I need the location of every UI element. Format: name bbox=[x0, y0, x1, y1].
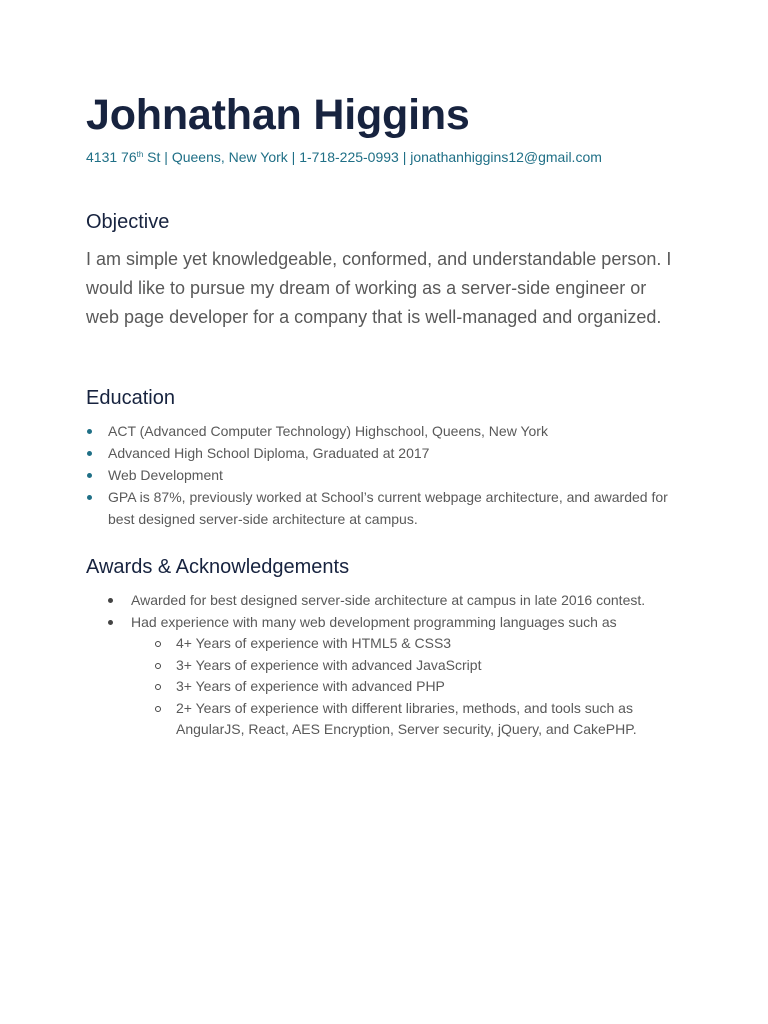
skills-subitem-text: 2+ Years of experience with different libraries, methods, and tools such as AngularJS, React, AES Encryption, Server security, jQuery, and CakePHP. bbox=[176, 699, 637, 737]
education-item-text: Advanced High School Diploma, Graduated at 2017 bbox=[108, 445, 430, 461]
awards-item bbox=[86, 590, 676, 612]
applicant-name: Johnathan Higgins bbox=[86, 91, 470, 139]
awards-item-text: Awarded for best designed server-side architecture at campus in late 2016 contest. bbox=[131, 592, 646, 608]
objective-heading: Objective bbox=[86, 211, 170, 233]
education-item bbox=[86, 486, 676, 530]
contact-line bbox=[86, 148, 602, 166]
education-item-text: GPA is 87%, previously worked at School’s current webpage architecture, and awarded for best designed server-side architecture at campus. bbox=[108, 489, 668, 527]
hollow-bullet-icon bbox=[155, 663, 161, 669]
bullet-icon bbox=[87, 429, 92, 434]
bullet-icon bbox=[87, 495, 92, 500]
awards-item bbox=[86, 612, 676, 741]
education-item bbox=[86, 464, 676, 486]
bullet-icon bbox=[108, 620, 113, 625]
skills-subitem-text: 3+ Years of experience with advanced JavaScript bbox=[176, 656, 482, 673]
bullet-icon bbox=[87, 451, 92, 456]
skills-subitem-text: 4+ Years of experience with HTML5 & CSS3 bbox=[176, 635, 452, 651]
bullet-icon bbox=[87, 473, 92, 478]
skills-subitem-text: 3+ Years of experience with advanced PHP bbox=[176, 678, 445, 694]
hollow-bullet-icon bbox=[155, 684, 161, 690]
contact-street-suffix: th bbox=[136, 150, 144, 159]
contact-details: St | Queens, New York | 1-718-225-0993 | jonathanhiggins12@gmail.com bbox=[143, 149, 602, 165]
skills-subitem bbox=[131, 633, 676, 655]
awards-list bbox=[86, 590, 676, 741]
hollow-bullet-icon bbox=[155, 641, 161, 647]
awards-heading: Awards & Acknowledgements bbox=[86, 556, 350, 578]
awards-item-text: Had experience with many web development programming languages such as bbox=[131, 613, 617, 630]
objective-text: I am simple yet knowledgeable, conformed, and understandable person. I would like to pursue my dream of working as a server-side engineer or web page developer for a company that is well-managed and organized. bbox=[86, 249, 672, 327]
skills-sublist bbox=[131, 633, 676, 741]
education-item-text: Web Development bbox=[108, 467, 223, 483]
education-item bbox=[86, 420, 676, 442]
education-item bbox=[86, 442, 676, 464]
skills-subitem bbox=[131, 698, 676, 741]
contact-street-number: 4131 76 bbox=[86, 149, 137, 165]
bullet-icon bbox=[108, 598, 113, 603]
skills-subitem bbox=[131, 676, 676, 698]
education-item-text: ACT (Advanced Computer Technology) Highschool, Queens, New York bbox=[108, 423, 548, 439]
skills-subitem bbox=[131, 655, 676, 677]
education-heading: Education bbox=[86, 387, 175, 409]
education-list bbox=[86, 420, 676, 530]
hollow-bullet-icon bbox=[155, 706, 161, 712]
